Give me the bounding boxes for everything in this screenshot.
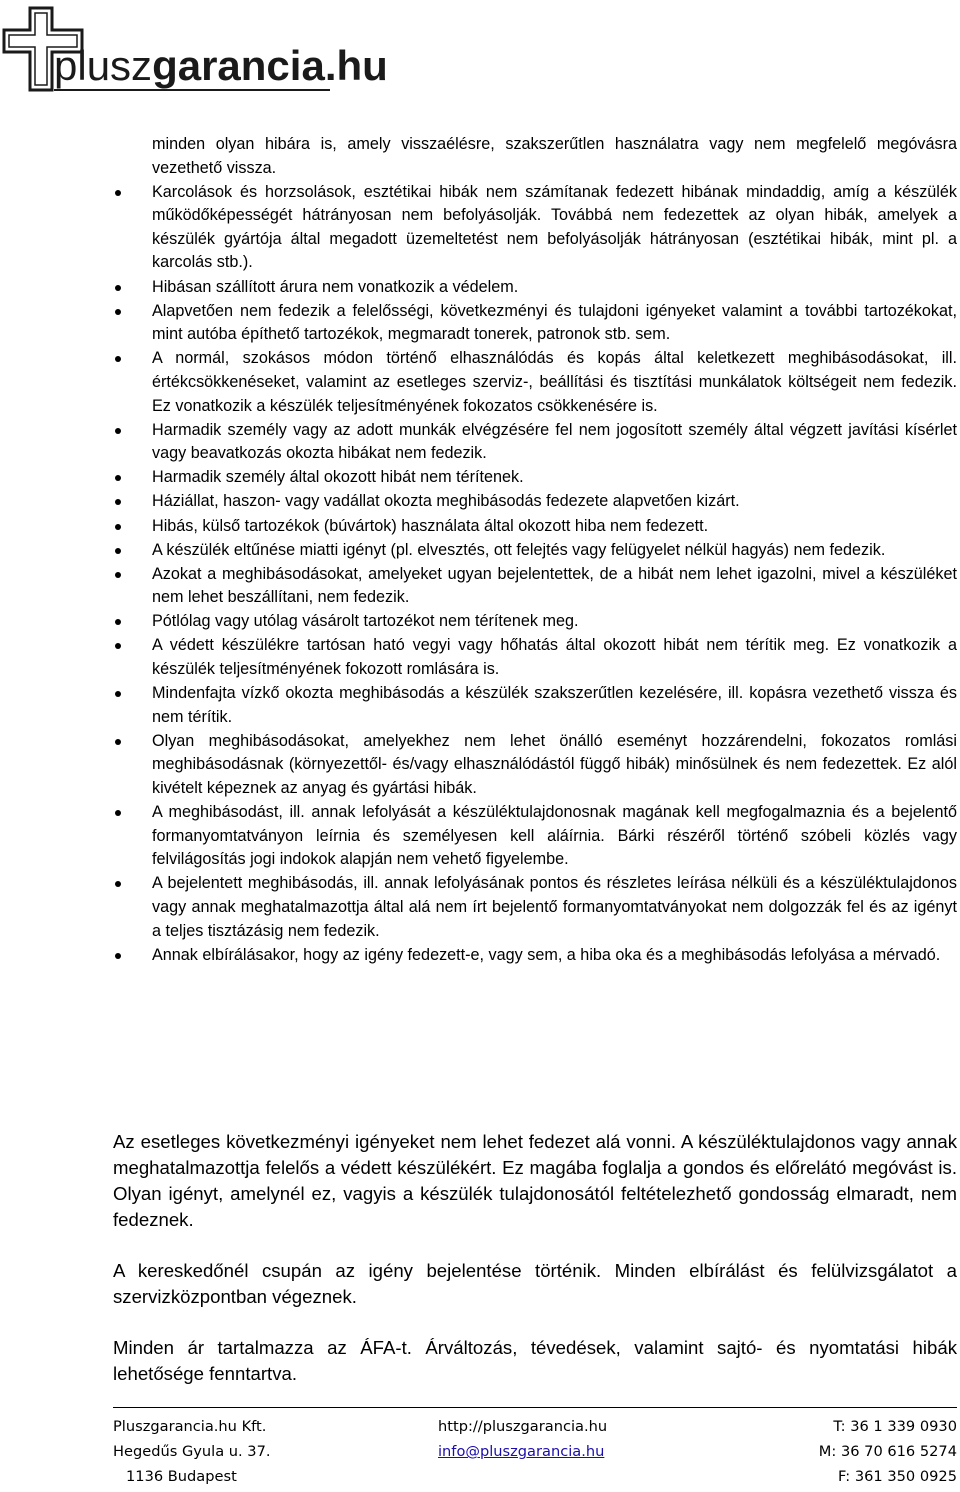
- list-item: A bejelentett meghibásodás, ill. annak lefolyásának pontos és részletes leírása nélküli és a készüléktulajdonos vagy annak meghatalmazottja által alá nem írt bejelentő formanyomtatványokat nem dolgozzák fel és az igényt a teljes tisztázásig nem fedezik.: [152, 872, 957, 943]
- logo-text-plain: plusz: [54, 42, 153, 89]
- list-item: Mindenfajta vízkő okozta meghibásodás a készülék szakszerűtlen kezelésére, ill. kopásra vezethető vissza és nem térítik.: [152, 682, 957, 729]
- list-item: A meghibásodást, ill. annak lefolyását a készüléktulajdonosnak magának kell megfogalmaznia és a bejelentő formanyomtatványon leírnia és személyesen kell aláírnia. Bárki részéről történő szóbeli közlés vagy felvilágosítás jogi indokok alapján nem vehető figyelembe.: [152, 801, 957, 872]
- list-item: A védett készülékre tartósan ható vegyi vagy hőhatás által okozott hibát nem térítik meg. Ez vonatkozik a készülék teljesítményének fokozott romlására is.: [152, 634, 957, 681]
- pluszgarancia-logo: [0, 0, 460, 100]
- list-item: Annak elbírálásakor, hogy az igény fedezett-e, vagy sem, a hiba oka és a meghibásodás lefolyása a mérvadó.: [152, 944, 957, 968]
- footer-divider: [113, 1407, 957, 1408]
- list-item: Olyan meghibásodásokat, amelyekhez nem lehet önálló eseményt hozzárendelni, fokozatos romlási meghibásodásnak (környezettől- és/vagy elhasználódástól függő hibák) minősülnek és nem fedezettek. Ez alól kivételt képeznek az anyag és gyártási hibák.: [152, 730, 957, 801]
- footer-street: Hegedűs Gyula u. 37.: [113, 1443, 271, 1461]
- footer-email-link[interactable]: info@pluszgarancia.hu: [438, 1443, 605, 1461]
- list-item-continuation: minden olyan hibára is, amely visszaélésre, szakszerűtlen használatra vagy nem megfelelő megóvásra vezethető vissza.: [152, 135, 957, 177]
- list-item: Harmadik személy által okozott hibát nem térítenek.: [152, 466, 957, 490]
- logo-text-bold: garancia.hu: [152, 42, 388, 89]
- list-item: Háziállat, haszon- vagy vadállat okozta meghibásodás fedezete alapvetően kizárt.: [152, 490, 957, 514]
- list-item: A normál, szokásos módon történő elhasználódás és kopás által keletkezett meghibásodásokat, ill. értékcsökkenéseket, valamint az esetleges szerviz-, beállítási és tisztítási munkálatok költségeit nem fedezik. Ez vonatkozik a készülék teljesítményének fokozatos csökkenésére is.: [152, 347, 957, 418]
- footer-online: [438, 1414, 607, 1464]
- paragraph-price-disclaimer: Minden ár tartalmazza az ÁFA-t. Árváltozás, tévedések, valamint sajtó- és nyomtatási hibák lehetősége fenntartva.: [113, 1337, 957, 1384]
- list-item: Harmadik személy vagy az adott munkák elvégzésére fel nem jogosított személy által végzett javítási kísérlet vagy beavatkozás okozta hibákat nem fedezik.: [152, 419, 957, 466]
- svg-text:pluszgarancia.hu: [54, 42, 388, 89]
- paragraph-consequential-claims: Az esetleges következményi igényeket nem lehet fedezet alá vonni. A készüléktulajdonos vagy annak meghatalmazottja felelős a védett készülékért. Ez magába foglalja a gondos és előrelátó megóvást is. Olyan igényt, amelynél ez, vagyis a készülék tulajdonosától feltételezhető gondosság elmaradt, nem fedeznek.: [113, 1131, 957, 1230]
- footer-website-link[interactable]: http://pluszgarancia.hu: [438, 1418, 608, 1435]
- list-item: Karcolások és horzsolások, esztétikai hibák nem számítanak fedezett hibának mindaddig, amíg a készülék működőképességét hátrányosan nem befolyásolják. Továbbá nem fedezettek az olyan hibák, amelyek a készülék gyártója által megadott üzemeltetést nem befolyásolják hátrányosan (esztétikai hibák, mint pl. a karcolás stb.).: [152, 181, 957, 275]
- list-item: Hibásan szállított árura nem vonatkozik a védelem.: [152, 276, 957, 300]
- exclusion-list: [152, 133, 957, 967]
- footer-city: 1136 Budapest: [126, 1468, 237, 1486]
- list-item: Alapvetően nem fedezik a felelősségi, következményi és tulajdoni igényeket valamint a további tartozékokat, mint autóba építhető tartozékok, megmaradt tonerek, patronok stb. sem.: [152, 300, 957, 347]
- footer-phone: T: 36 1 339 0930: [833, 1418, 957, 1435]
- footer-address: [113, 1414, 271, 1490]
- footer-contact: [819, 1414, 957, 1490]
- footer-mobile: M: 36 70 616 5274: [818, 1443, 957, 1461]
- list-item: Azokat a meghibásodásokat, amelyeket ugyan bejelentettek, de a hibát nem lehet igazolni, mivel a készüléket nem lehet beszállítani, nem fedezik.: [152, 563, 957, 610]
- list-item: Hibás, külső tartozékok (búvártok) használata által okozott hiba nem fedezett.: [152, 515, 957, 539]
- footer-company: Pluszgarancia.hu Kft.: [113, 1418, 267, 1435]
- list-item: A készülék eltűnése miatti igényt (pl. elvesztés, ott felejtés vagy felügyelet nélkül hagyás) nem fedezik.: [152, 539, 957, 563]
- paragraph-claim-processing: A kereskedőnél csupán az igény bejelentése történik. Minden elbírálást és felülvizsgálatot a szervizközpontban végeznek.: [113, 1260, 957, 1307]
- footer-fax: F: 361 350 0925: [838, 1468, 957, 1486]
- list-item: Pótlólag vagy utólag vásárolt tartozékot nem térítenek meg.: [152, 610, 957, 634]
